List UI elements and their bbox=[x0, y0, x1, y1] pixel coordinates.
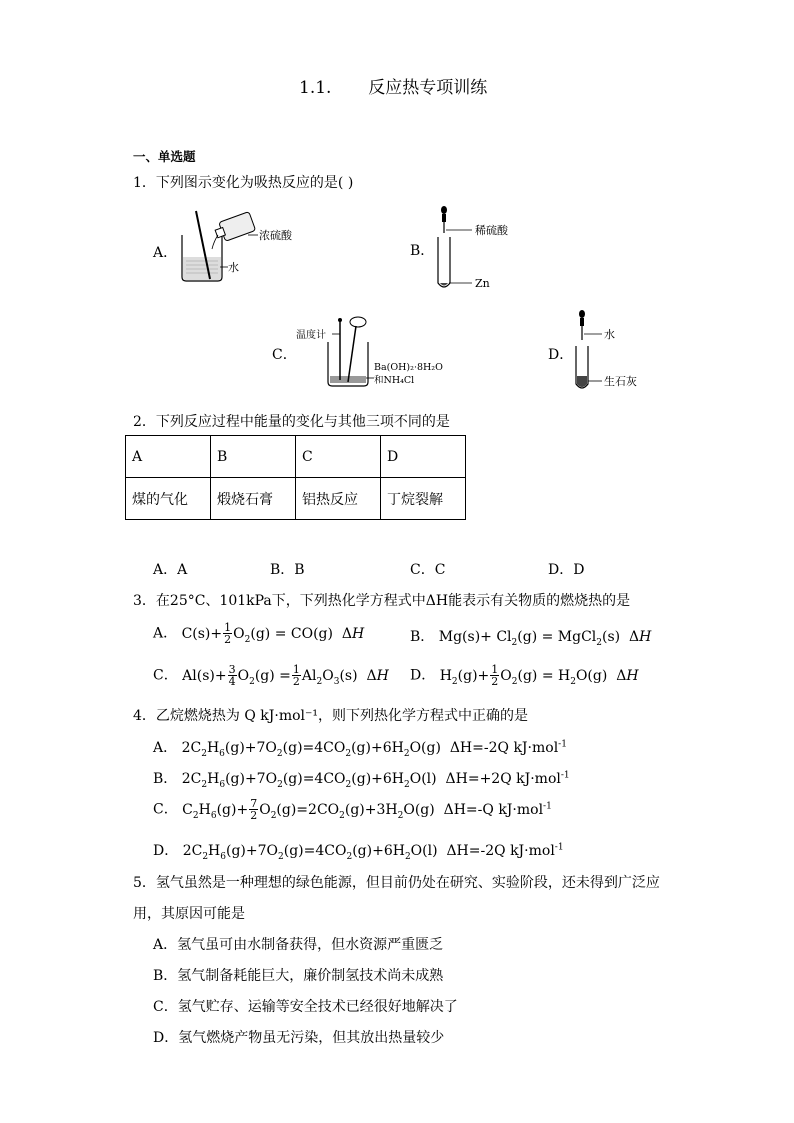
q4-option-d-equation: $2C_2H_6(g)+7O_2(g)=4CO_2(g)+6H_2O(l)$ ΔH=-2Q kJ·mol$^{-1}$ bbox=[182, 842, 564, 862]
q4-option-a-equation: $2C_2H_6(g)+7O_2(g)=4CO_2(g)+6H_2O(g)$ ΔH=-2Q kJ·mol$^{-1}$ bbox=[181, 739, 567, 759]
q2-table-row bbox=[126, 478, 466, 520]
q3-option-d[interactable] bbox=[410, 664, 639, 687]
q1-option-a-label[interactable]: A． bbox=[153, 245, 178, 261]
q2-header-a: A bbox=[126, 436, 211, 478]
q3-option-a-label: A． bbox=[153, 625, 178, 642]
q4-option-a[interactable] bbox=[153, 737, 567, 757]
q3-option-b[interactable] bbox=[410, 626, 651, 646]
q3-option-c-equation: Al(s)+ $\frac{3}{4}$ $O_2(g)$ = $\frac{1}{2}$ $Al_2O_3(s)$ ΔH bbox=[182, 663, 389, 688]
q3-option-a-equation: C(s)+ $\frac{1}{2}$ $O_2(g) = CO(g)$ ΔH bbox=[181, 621, 365, 646]
q1-a-caption-water: 水 bbox=[228, 261, 239, 274]
q2-option-d[interactable]: D．D bbox=[548, 562, 585, 578]
page-title bbox=[299, 73, 487, 98]
q1-option-d-label[interactable]: D． bbox=[548, 347, 574, 363]
q2-header-b: B bbox=[211, 436, 296, 478]
title-text: 反应热专项训练 bbox=[368, 78, 488, 98]
q2-cell-d: 丁烷裂解 bbox=[381, 478, 466, 520]
q5-stem-line1: 5．氢气虽然是一种理想的绿色能源，但目前仍处在研究、实验阶段，还未得到广泛应 bbox=[133, 875, 660, 891]
q3-option-b-equation: $Mg(s)+ Cl_2(g)$ = MgCl$_2$(s) ΔH bbox=[438, 629, 652, 648]
q2-cell-c: 铝热反应 bbox=[296, 478, 381, 520]
q1-option-b-label[interactable]: B． bbox=[410, 243, 435, 259]
q4-option-c-equation: $C_2H_6(g)+$ $\frac{7}{2}$ $O_2(g)=2CO_2(g)+3H_2O(g)$ ΔH=-Q kJ·mol$^{-1}$ bbox=[182, 797, 552, 822]
q4-stem: 4．乙烷燃烧热为 Q kJ·mol⁻¹，则下列热化学方程式中正确的是 bbox=[133, 708, 529, 724]
q3-option-d-equation: $H_2(g)+$ $\frac{1}{2}$ $O_2(g) = H_2O(g)$ ΔH bbox=[439, 663, 639, 688]
q2-option-c[interactable]: C．C bbox=[410, 562, 446, 578]
q4-option-b-equation: $2C_2H_6(g)+7O_2(g)=4CO_2(g)+6H_2O(l)$ ΔH=+2Q kJ·mol$^{-1}$ bbox=[181, 770, 570, 790]
q5-option-d[interactable]: D．氢气燃烧产物虽无污染，但其放出热量较少 bbox=[153, 1030, 445, 1046]
q2-option-a[interactable]: A．A bbox=[153, 562, 188, 578]
title-number: 1.1. bbox=[299, 78, 332, 98]
q2-cell-b: 煅烧石膏 bbox=[211, 478, 296, 520]
q1-figure-b bbox=[432, 203, 532, 293]
q1-d-caption-lime: 生石灰 bbox=[604, 375, 637, 388]
q2-header-d: D bbox=[381, 436, 466, 478]
q4-option-b[interactable] bbox=[153, 768, 570, 788]
section-heading: 一、单选题 bbox=[133, 149, 196, 164]
q1-d-caption-water: 水 bbox=[604, 328, 615, 341]
q1-b-caption-zn: Zn bbox=[475, 277, 490, 290]
q4-option-c[interactable] bbox=[153, 798, 552, 821]
q2-option-b[interactable]: B．B bbox=[270, 562, 305, 578]
q4-option-a-label: A． bbox=[153, 740, 178, 756]
q4-option-d-label: D． bbox=[153, 843, 179, 859]
q3-stem: 3．在25°C、101kPa下，下列热化学方程式中ΔH能表示有关物质的燃烧热的是 bbox=[133, 593, 631, 609]
q3-option-b-label: B． bbox=[410, 629, 435, 645]
q1-c-caption-thermometer: 温度计 bbox=[296, 330, 326, 341]
q1-a-caption-acid: 浓硫酸 bbox=[259, 229, 292, 242]
q3-option-a[interactable] bbox=[153, 622, 364, 645]
q3-option-d-label: D． bbox=[410, 667, 436, 684]
q5-option-b[interactable]: B．氢气制备耗能巨大，廉价制氢技术尚未成熟 bbox=[153, 968, 444, 984]
q2-cell-a: 煤的气化 bbox=[126, 478, 211, 520]
q2-table bbox=[125, 435, 466, 520]
q2-header-c: C bbox=[296, 436, 381, 478]
q1-figure-c bbox=[294, 312, 454, 394]
q1-stem: 1．下列图示变化为吸热反应的是( ) bbox=[133, 175, 354, 191]
q4-option-b-label: B． bbox=[153, 771, 178, 787]
q4-option-d[interactable] bbox=[153, 840, 564, 860]
q1-b-caption-acid: 稀硫酸 bbox=[475, 224, 508, 237]
q1-option-c-label[interactable]: C． bbox=[272, 347, 297, 363]
q5-stem-line2: 用，其原因可能是 bbox=[133, 906, 245, 922]
q1-c-caption-reagent2: 和NH₄Cl bbox=[374, 375, 415, 386]
q1-c-caption-reagent: Ba(OH)₂·8H₂O bbox=[374, 362, 443, 373]
q5-option-c[interactable]: C．氢气贮存、运输等安全技术已经很好地解决了 bbox=[153, 999, 458, 1015]
q4-option-c-label: C． bbox=[153, 801, 178, 818]
q3-option-c[interactable] bbox=[153, 664, 389, 687]
q3-option-c-label: C． bbox=[153, 667, 178, 684]
q5-option-a[interactable]: A．氢气虽可由水制备获得，但水资源严重匮乏 bbox=[153, 937, 444, 953]
q2-stem: 2．下列反应过程中能量的变化与其他三项不同的是 bbox=[133, 414, 450, 430]
q1-figure-d bbox=[568, 306, 658, 396]
q2-table-header-row bbox=[126, 436, 466, 478]
q1-figure-a bbox=[178, 205, 318, 287]
